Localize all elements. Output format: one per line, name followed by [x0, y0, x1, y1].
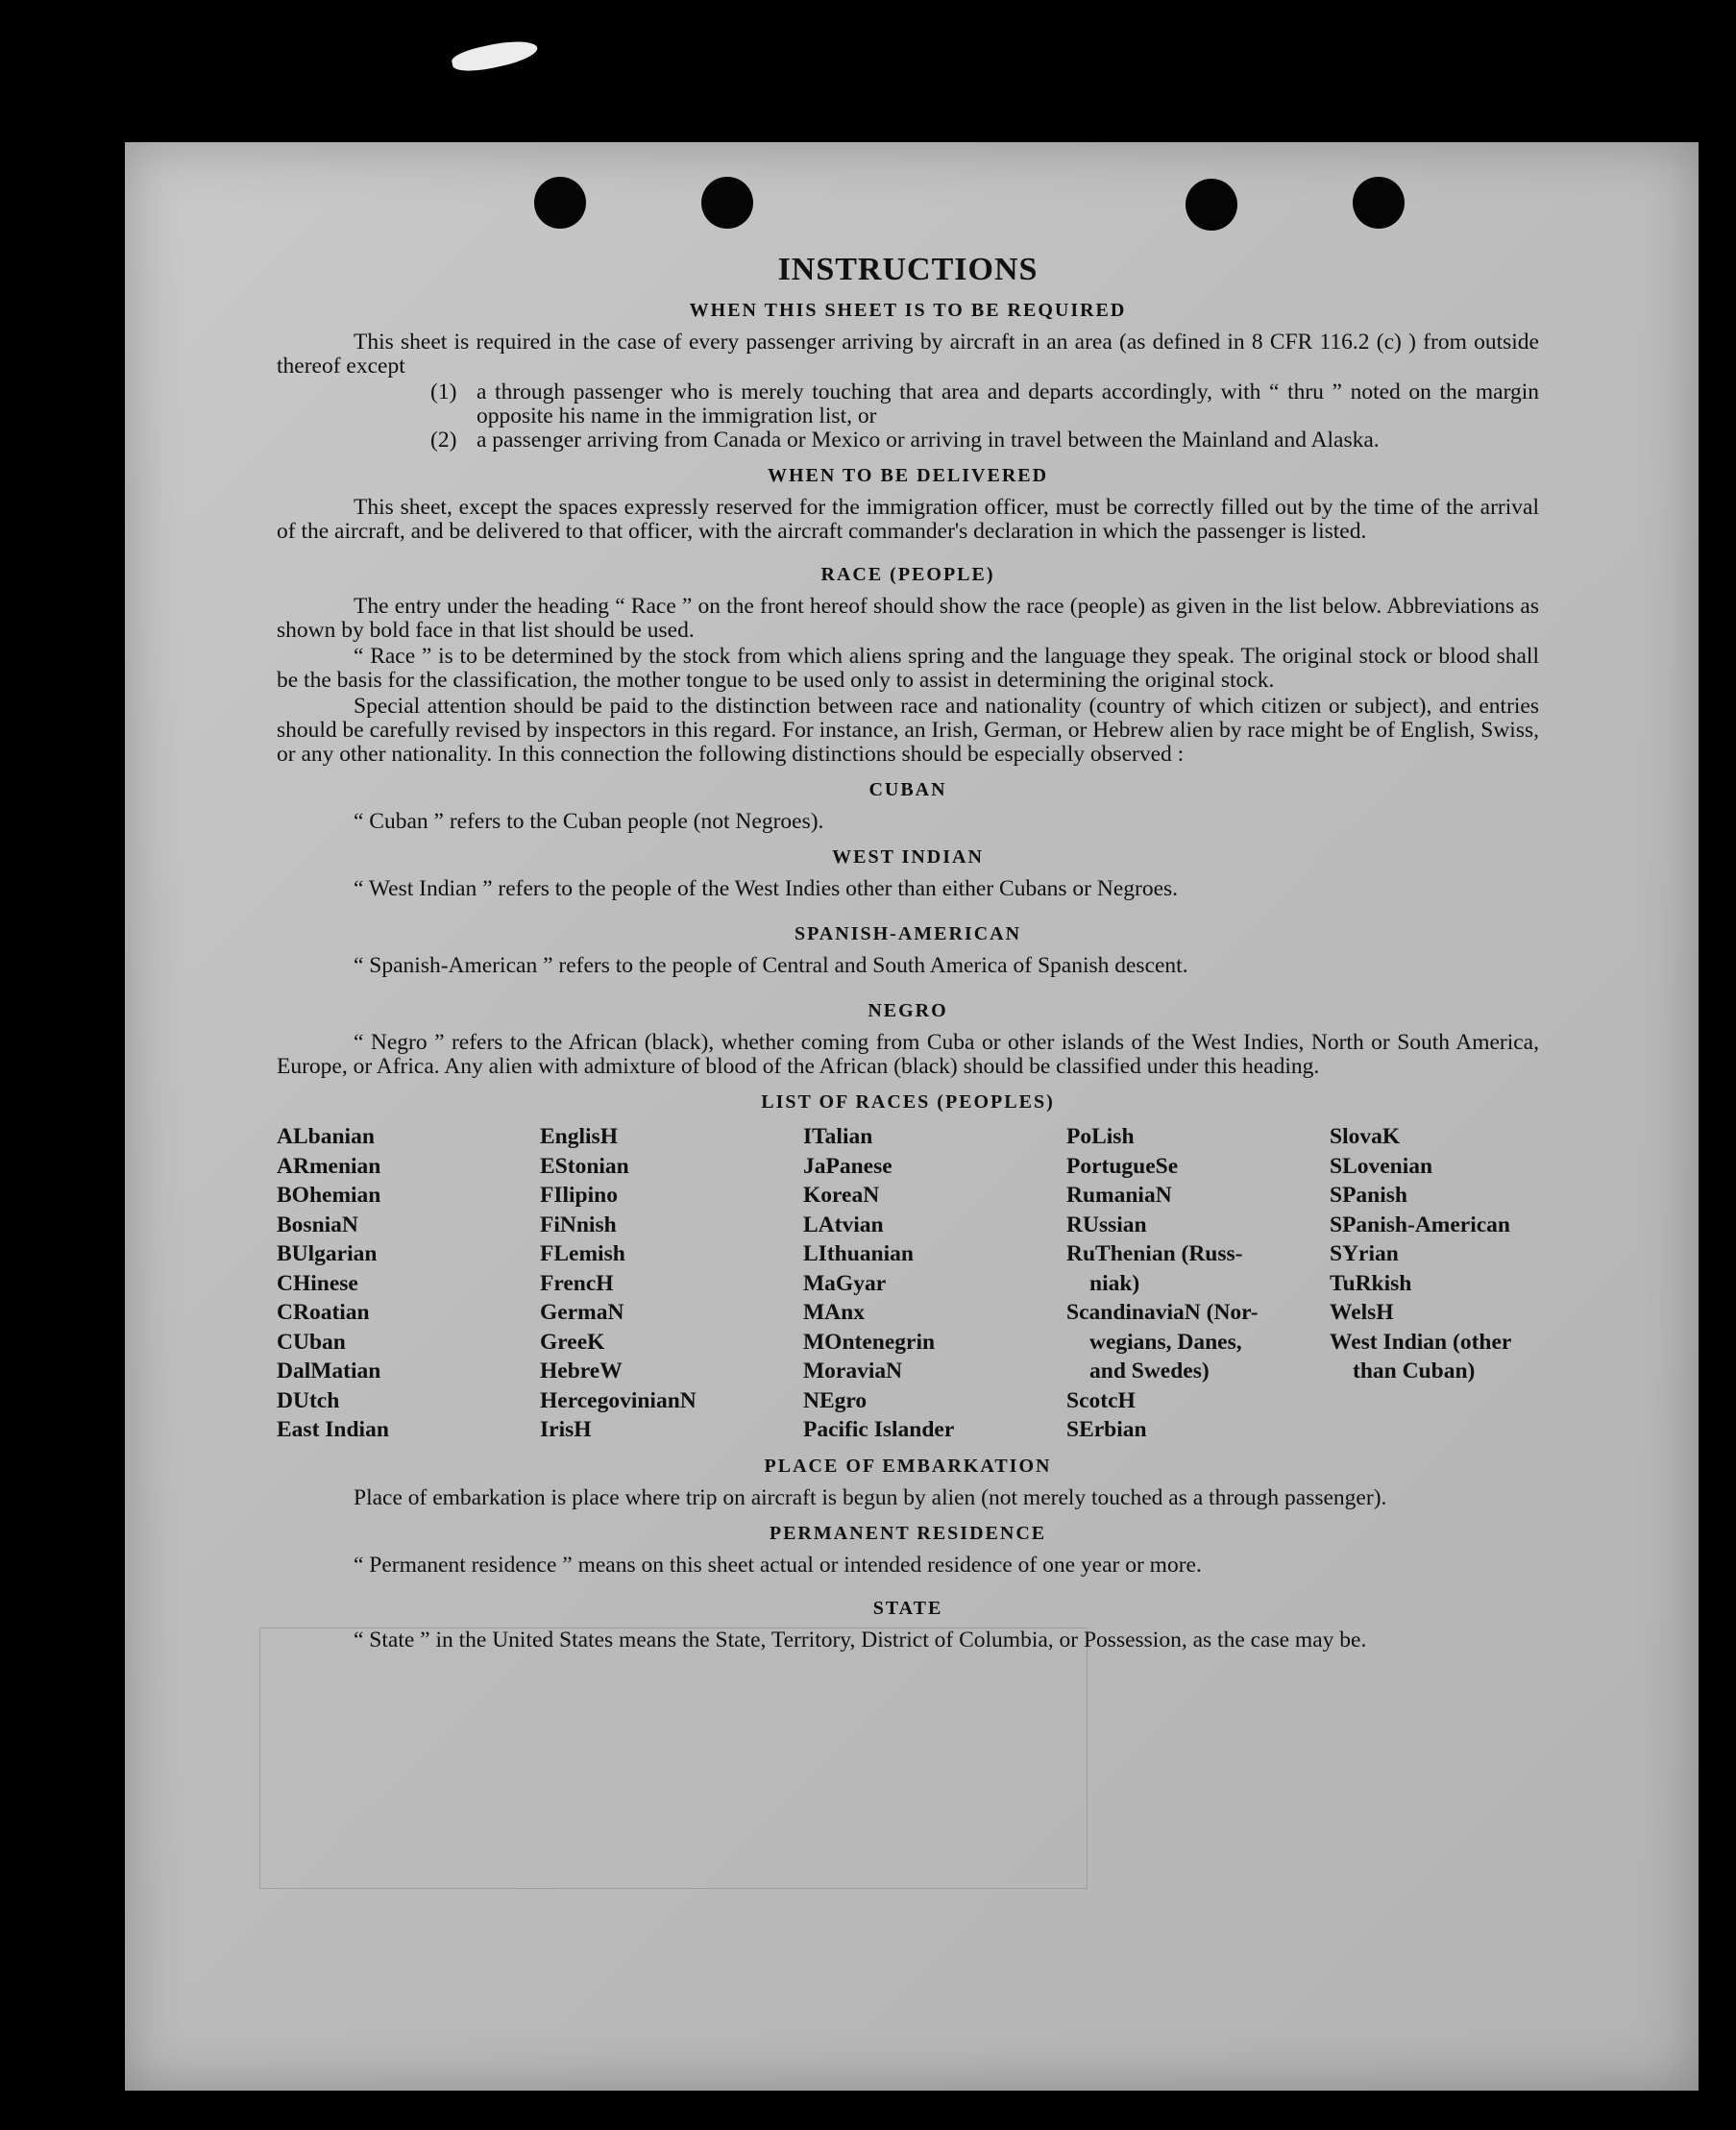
race-entry-continued: than Cuban) — [1353, 1359, 1476, 1383]
paper-fleck — [450, 36, 539, 76]
race-entry: DalMatian — [277, 1359, 381, 1383]
race-entry-continued: wegians, Danes, — [1089, 1329, 1242, 1355]
race-entry: ITalian — [803, 1124, 873, 1149]
delivered-text: This sheet, except the spaces expressly reserved for the immigration officer, must be correctly filled out by the time of the arrival of the aircraft, and be delivered to that officer, with the aircraft commander's declaration in which the passenger is listed. — [277, 495, 1539, 544]
required-intro: This sheet is required in the case of every passenger arriving by aircraft in an area (as defined in 8 CFR 116.2 (c) ) from outside thereof except — [277, 330, 1539, 379]
race-entry: JaPanese — [803, 1153, 892, 1179]
races-column-5 — [1330, 1122, 1539, 1445]
race-entry: ScandinaviaN (Nor- — [1066, 1300, 1259, 1325]
race-entry: SPanish — [1330, 1183, 1407, 1208]
races-column-1 — [277, 1122, 540, 1445]
west-indian-text: “ West Indian ” refers to the people of the West Indies other than either Cubans or Negroes. — [354, 876, 1179, 901]
race-entry: HercegovinianN — [540, 1387, 697, 1413]
race-entry: EStonian — [540, 1153, 629, 1179]
heading-delivered: WHEN TO BE DELIVERED — [767, 465, 1049, 486]
race-entry: MaGyar — [803, 1270, 887, 1296]
residence-text: “ Permanent residence ” means on this sheet actual or intended residence of one year or more. — [354, 1552, 1202, 1578]
race-entry: FIlipino — [540, 1183, 618, 1208]
punch-hole — [701, 177, 753, 229]
race-entry: SlovaK — [1330, 1124, 1401, 1149]
heading-race: RACE (PEOPLE) — [820, 564, 995, 585]
heading-cuban: CUBAN — [868, 779, 947, 800]
race-entry: BosniaN — [277, 1212, 358, 1237]
spanish-american-text: “ Spanish-American ” refers to the people of Central and South America of Spanish descent. — [354, 953, 1188, 978]
race-entry: FiNnish — [540, 1212, 617, 1237]
exception-item-1 — [430, 380, 1539, 428]
state-text: “ State ” in the United States means the State, Territory, District of Columbia, or Possession, as the case may be. — [354, 1627, 1367, 1653]
item-text: a passenger arriving from Canada or Mexico or arriving in travel between the Mainland and Alaska. — [477, 428, 1380, 453]
race-entry: HebreW — [540, 1359, 623, 1383]
race-entry: KoreaN — [803, 1183, 880, 1208]
race-entry: SPanish-American — [1330, 1212, 1510, 1237]
race-entry: SYrian — [1330, 1241, 1399, 1266]
race-entry: MOntenegrin — [803, 1329, 936, 1355]
race-entry: FrencH — [540, 1270, 614, 1296]
item-number: (2) — [430, 428, 457, 453]
race-entry: MAnx — [803, 1300, 865, 1325]
race-entry: WelsH — [1330, 1300, 1394, 1325]
heading-embarkation: PLACE OF EMBARKATION — [764, 1455, 1052, 1477]
punch-hole — [1353, 177, 1405, 229]
race-entry: CHinese — [277, 1270, 358, 1296]
heading-permanent-residence: PERMANENT RESIDENCE — [769, 1522, 1047, 1544]
race-entry: RuThenian (Russ- — [1066, 1241, 1243, 1266]
race-entry: ARmenian — [277, 1153, 381, 1179]
race-entry: SLovenian — [1330, 1153, 1433, 1179]
race-entry: East Indian — [277, 1417, 389, 1442]
races-column-4 — [1066, 1122, 1330, 1445]
item-number: (1) — [430, 379, 457, 404]
heading-races-list: LIST OF RACES (PEOPLES) — [761, 1091, 1055, 1113]
page-title: INSTRUCTIONS — [777, 252, 1039, 287]
race-entry: GermaN — [540, 1300, 624, 1325]
race-entry: SErbian — [1066, 1417, 1147, 1442]
race-entry: LIthuanian — [803, 1241, 914, 1266]
instructions-content — [277, 252, 1539, 1654]
race-entry-continued: niak) — [1089, 1270, 1140, 1296]
race-entry: Pacific Islander — [803, 1417, 955, 1442]
race-entry: NEgro — [803, 1387, 868, 1413]
punch-hole — [534, 177, 586, 229]
exception-item-2 — [430, 428, 1539, 453]
race-entry: DUtch — [277, 1387, 340, 1413]
race-entry: IrisH — [540, 1417, 592, 1442]
races-column-2 — [540, 1122, 803, 1445]
race-entry: PoLish — [1066, 1124, 1135, 1149]
race-entry: MoraviaN — [803, 1359, 903, 1383]
race-entry: LAtvian — [803, 1212, 884, 1237]
race-entry-continued: and Swedes) — [1089, 1359, 1210, 1383]
races-table — [277, 1122, 1539, 1445]
race-entry: West Indian (other — [1330, 1329, 1512, 1355]
race-entry: ScotcH — [1066, 1387, 1136, 1413]
race-entry: CRoatian — [277, 1300, 370, 1325]
cuban-text: “ Cuban ” refers to the Cuban people (not Negroes). — [354, 809, 824, 834]
heading-negro: NEGRO — [868, 1000, 948, 1021]
race-paragraph-2: “ Race ” is to be determined by the stock from which aliens spring and the language they speak. The original stock or blood shall be the basis for the classification, the mother tongue to be used only to assist in determining the original stock. — [277, 644, 1539, 693]
race-paragraph-1: The entry under the heading “ Race ” on the front hereof should show the race (people) as given in the list below. Abbreviations as shown by bold face in that list should be used. — [277, 594, 1539, 643]
race-entry: ALbanian — [277, 1124, 375, 1149]
race-entry: FLemish — [540, 1241, 625, 1266]
race-entry: RUssian — [1066, 1212, 1147, 1237]
race-entry: BUlgarian — [277, 1241, 378, 1266]
item-text: a through passenger who is merely touching that area and departs accordingly, with “ thru ” noted on the margin opposite his name in the immigration list, or — [477, 379, 1539, 428]
race-paragraph-3: Special attention should be paid to the distinction between race and nationality (country of which citizen or subject), and entries should be carefully revised by inspectors in this regard. For instance, an Irish, German, or Hebrew alien by race might be of English, Swiss, or any other nationality. In this connection the following distinctions should be especially observed : — [277, 694, 1539, 767]
embarkation-text: Place of embarkation is place where trip on aircraft is begun by alien (not merely touched as a through passenger). — [354, 1484, 1387, 1510]
heading-west-indian: WEST INDIAN — [832, 846, 984, 868]
heading-state: STATE — [872, 1597, 943, 1619]
race-entry: RumaniaN — [1066, 1183, 1172, 1208]
negro-text: “ Negro ” refers to the African (black), whether coming from Cuba or other islands of the West Indies, North or South America, Europe, or Africa. Any alien with admixture of blood of the African (black) should be classified under this heading. — [277, 1030, 1539, 1079]
race-entry: TuRkish — [1330, 1270, 1412, 1296]
races-column-3 — [803, 1122, 1066, 1445]
heading-required: WHEN THIS SHEET IS TO BE REQUIRED — [689, 300, 1127, 321]
race-entry: CUban — [277, 1329, 346, 1355]
race-entry: GreeK — [540, 1329, 605, 1355]
punch-hole — [1186, 179, 1237, 231]
heading-spanish-american: SPANISH-AMERICAN — [794, 923, 1022, 944]
race-entry: EnglisH — [540, 1124, 618, 1149]
race-entry: BOhemian — [277, 1183, 381, 1208]
race-entry: PortugueSe — [1066, 1153, 1179, 1179]
